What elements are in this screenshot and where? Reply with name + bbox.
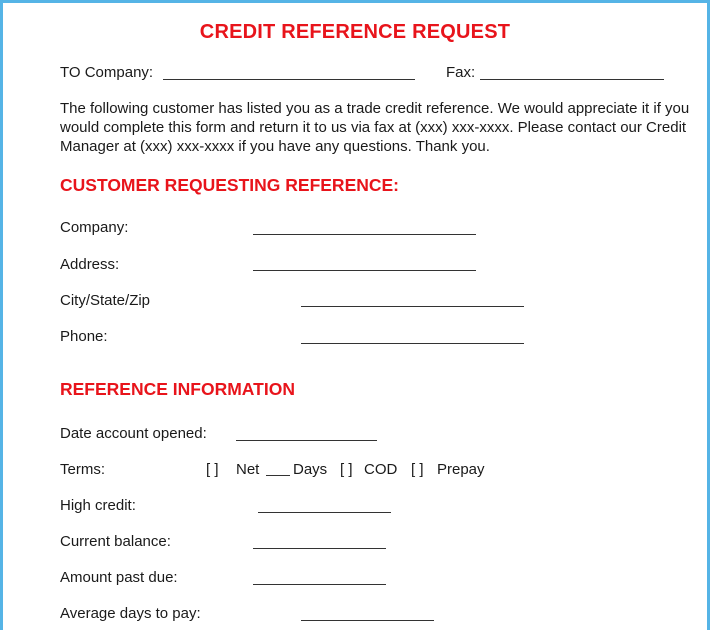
- to-company-label: TO Company:: [60, 64, 154, 81]
- prepay-checkbox[interactable]: [ ]: [411, 461, 424, 478]
- net-checkbox[interactable]: [ ]: [206, 461, 219, 478]
- phone-label: Phone:: [60, 328, 108, 345]
- net-label: Net: [236, 461, 260, 478]
- fax-field[interactable]: [480, 79, 664, 80]
- address-field[interactable]: [253, 270, 476, 271]
- terms-label: Terms:: [60, 461, 105, 478]
- intro-paragraph: The following customer has listed you as a trade credit reference. We would appreciate it if you would complete this form and return it to us via fax at (xxx) xxx-xxxx. Please contact our Credit Manager at (xxx) xxx-xxxx if you have any questions. Thank you.: [60, 100, 690, 155]
- average-days-label: Average days to pay:: [60, 605, 201, 622]
- fax-label: Fax:: [446, 64, 476, 81]
- form-title: CREDIT REFERENCE REQUEST: [199, 21, 511, 43]
- high-credit-field[interactable]: [258, 512, 391, 513]
- current-balance-field[interactable]: [253, 548, 386, 549]
- date-opened-label: Date account opened:: [60, 425, 207, 442]
- prepay-label: Prepay: [437, 461, 485, 478]
- city-state-zip-field[interactable]: [301, 306, 524, 307]
- reference-section-heading: REFERENCE INFORMATION: [60, 379, 295, 399]
- days-label: Days: [293, 461, 328, 478]
- date-opened-field[interactable]: [236, 440, 377, 441]
- cod-label: COD: [364, 461, 398, 478]
- city-state-zip-label: City/State/Zip: [60, 292, 151, 309]
- amount-past-due-label: Amount past due:: [60, 569, 178, 586]
- cod-checkbox[interactable]: [ ]: [340, 461, 353, 478]
- company-label: Company:: [60, 219, 129, 236]
- to-company-field[interactable]: [163, 79, 415, 80]
- high-credit-label: High credit:: [60, 497, 136, 514]
- address-label: Address:: [60, 256, 120, 273]
- current-balance-label: Current balance:: [60, 533, 171, 550]
- average-days-field[interactable]: [301, 620, 434, 621]
- phone-field[interactable]: [301, 343, 524, 344]
- amount-past-due-field[interactable]: [253, 584, 386, 585]
- customer-section-heading: CUSTOMER REQUESTING REFERENCE:: [60, 175, 400, 195]
- company-field[interactable]: [253, 234, 476, 235]
- net-days-field[interactable]: [266, 475, 290, 476]
